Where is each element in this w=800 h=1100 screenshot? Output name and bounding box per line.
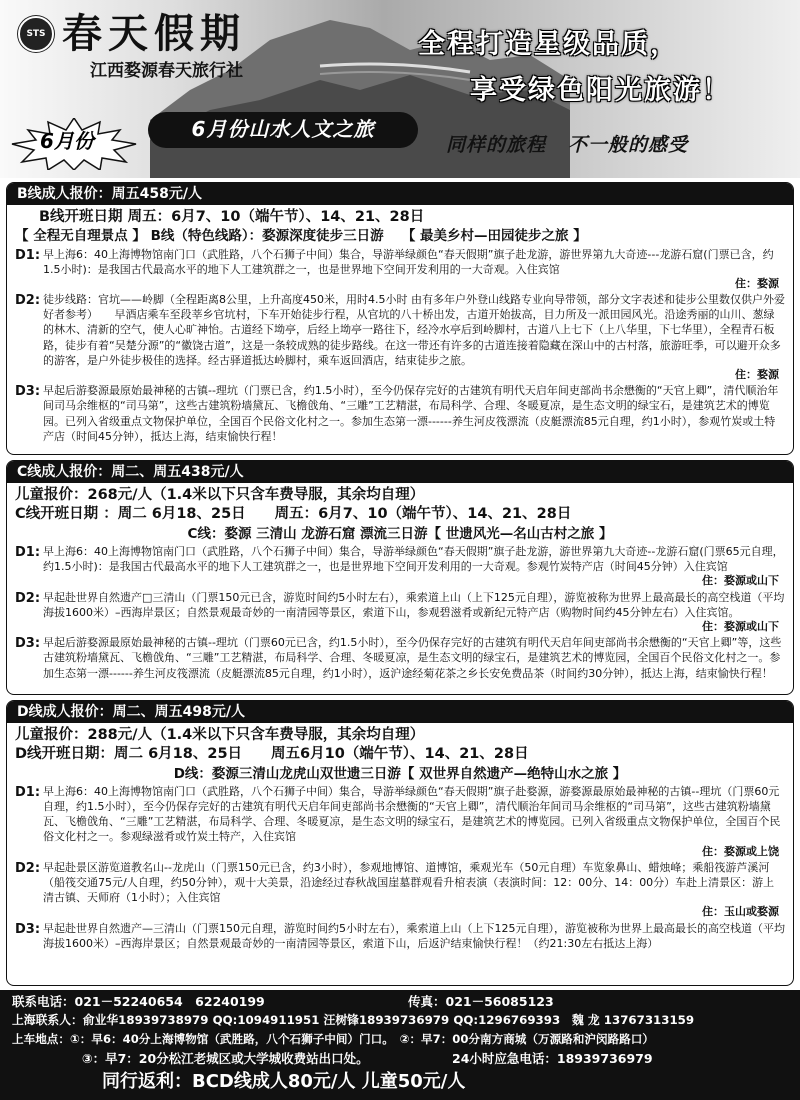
logo-text: STS — [26, 28, 46, 39]
pickup-point-3: ③：早7：20分松江老城区或大学城收费站出口处。 — [82, 1051, 369, 1066]
day-text: 早起后游婺源最原始最神秘的古镇--理坑（门票60元已含，约1.5小时），至今仍保存完好的古建筑有明代天启年间吏部尚书余懋衡的“天官上卿”等，这些古建筑粉墙黛瓦、飞檐戗角、“三雕”工艺精湛，布局科学、合理、冬暖夏凉，是生态文明的绿宝石，是建筑艺术的博览园，全国百个民俗文化村之一。参加生态第一漂------养生河皮筏漂流（皮艇漂流85元自理，约1小时），返沪途经菊花茶之乡长安免费品茶（时间约30分钟），抵达上海，结束愉快行程！ — [43, 636, 782, 680]
day-text: 早上海6：40上海博物馆南门口（武胜路，八个石狮子中间）集合，导游举绿颜色“春天假期”旗子赴龙游，游世界第九大奇迹---龙游石窟(门票已含，约1.5小时)：是我国古代最高水平的地下人工建筑群之一，也是世界地下空间开发利用的一大奇观。入住宾馆 — [43, 247, 774, 276]
day-text: 早起赴景区游览道教名山--龙虎山（门票150元已含，约3小时），参观地博馆、道博馆，乘观光车（50元自理）车览象鼻山、蜡烛峰；乘船筏游芦溪河（船筏交通75元/人自理，约50分钟），观十大美景，沿途经过春秋战国崖墓群观看升棺表演（表演时间：12：00分、14：00分）车赴上清景区：游上清古镇、天师府（1小时）；入住宾馆 — [43, 860, 775, 905]
slogan-line-1: 全程打造星级品质， — [418, 29, 679, 60]
tagline-2: 不一般的感受 — [568, 134, 689, 156]
tagline-1: 同样的旅程 — [446, 134, 547, 156]
line-d-title: D线：婺源三清山龙虎山双世遗三日游【 双世界自然遗产—绝特山水之旅 】 — [173, 765, 627, 782]
line-b-price-header: B线成人报价：周五458元/人 — [7, 183, 793, 205]
line-c-child-price: 儿童报价：268元/人（1.4米以下只含车费导服，其余均自理） — [15, 487, 425, 503]
line-d-day-1-hotel: 住：婺源或上饶 — [702, 844, 779, 858]
day-text: 徒步线路：官坑——岭脚（全程距离8公里，上升高度450米，用时4.5小时 由有多年户外登山线路专业向导带领，部分文字表述和徒步公里数仅供户外爱好者参考） 早酒店乘车至段莘乡官坑村，下车开始徒步行程，从官坑的八十桥出发，古道开始拔高，目力所及一派田园风光。沿途秀丽的山川、葱绿的林木、清新的空气，使人心旷神怡。古道经下坳亭，后经上坳亭一路往下，经冷水亭后到岭脚村，古道八上七下（上八华里，下七华里），全程青石板路，徒步有着“吴楚分源”的“徽饶古道”，这是一条较成熟的徒步路线。在这一带还有许多的古道连接着隐藏在深山中的古村落，旅游旺季，可以避开众多的游客，是户外徒步极佳的选择。经古驿道抵达岭脚村，乘车返回酒店，结束徒步之旅。 — [43, 293, 785, 367]
brand-title: 春天假期 — [62, 10, 246, 57]
sts-logo — [18, 16, 54, 52]
day-tag: D1: — [15, 544, 41, 560]
day-tag: D3: — [15, 636, 41, 652]
line-b-day-2-hotel: 住：婺源 — [735, 368, 779, 381]
line-b-day-1 — [15, 247, 785, 277]
theme-banner: 6月份山水人文之旅 — [148, 112, 418, 148]
line-c-schedule: C线开班日期 ：周二 6月18、25日 周五：6月7、10（端午节）、14、21、28日 — [15, 506, 572, 523]
contact-phone: 联系电话：021－52240654 62240199 — [12, 994, 265, 1009]
line-c-section — [6, 460, 794, 695]
day-tag: D3: — [15, 921, 41, 937]
line-d-day-2 — [15, 860, 785, 906]
line-d-child-price: 儿童报价：288元/人（1.4米以下只含车费导服，其余均自理） — [15, 727, 425, 743]
day-tag: D3: — [15, 384, 41, 400]
slogan-line-2: 享受绿色阳光旅游！ — [470, 75, 731, 106]
line-d-price-header: D线成人报价：周二、周五498元/人 — [7, 701, 793, 723]
page-header — [0, 0, 800, 178]
line-c-day-2-hotel: 住：婺源或山下 — [702, 619, 779, 633]
contact-footer — [0, 990, 800, 1100]
tagline — [446, 132, 688, 158]
emergency-phone: 24小时应急电话：18939736979 — [452, 1051, 653, 1066]
day-text: 早上海6：40上海博物馆南门口（武胜路，八个石狮子中间）集合，导游举绿颜色“春天假期”旗子赴婺源，游婺源最原始最神秘的古镇--理坑（门票60元自理，约1.5小时），至今仍保存完好的古建筑有明代天启年间吏部尚书余懋衡的“天官上卿”，清代顺治年间司马余维枢的“司马第”，这些古建筑粉墙黛瓦、飞檐戗角、“三雕”工艺精湛，布局科学、合理、冬暖夏凉，是生态文明的绿宝石，是建筑艺术的博览园。已列入省级重点文物保护单位，全国百个民俗文化村之一。参观绿滋肴或竹炭土特产，入住宾馆 — [43, 784, 781, 844]
day-text: 早起赴世界自然遗产□三清山（门票150元已含，游览时间约5小时左右），乘索道上山（上下125元自理），游览被称为世界上最高最长的高空栈道（平均海拔1600米）–西海岸景区；自然景观最奇妙的一南清园等景区，索道下山，参观碧滋肴或新纪元特产店（购物时间约45分钟左右）入住宾馆。 — [43, 590, 785, 619]
pickup-row-1: 上车地点：①：早6：40分上海博物馆（武胜路，八个石狮子中间）门口。 ②：早7：00分南方商城（万源路和沪闵路路口） — [12, 1032, 654, 1046]
day-tag: D2: — [15, 293, 41, 309]
line-c-price-header: C线成人报价：周二、周五438元/人 — [7, 461, 793, 483]
day-tag: D1: — [15, 247, 41, 263]
line-b-schedule: B线开班日期 周五：6月7、10（端午节）、14、21、28日 — [39, 209, 425, 225]
line-b-day-3 — [15, 383, 785, 444]
line-c-day-2 — [15, 590, 785, 620]
day-tag: D2: — [15, 590, 41, 606]
line-b-day-2 — [15, 292, 785, 368]
line-d-schedule: D线开班日期：周二 6月18、25日 周五6月10（端午节）、14、21、28日 — [15, 746, 529, 763]
line-b-day-1-hotel: 住：婺源 — [735, 276, 779, 290]
line-b-title: 【 全程无自理景点 】 B线（特色线路）：婺源深度徒步三日游 【 最美乡村—田园徒步之旅 】 — [15, 228, 587, 245]
line-c-day-1 — [15, 544, 785, 574]
pickup-row-2 — [12, 1049, 788, 1068]
day-text: 早上海6：40上海博物馆南门口（武胜路，八个石狮子中间）集合，导游举绿颜色“春天假期”旗子赴龙游，游世界第九大奇迹--龙游石窟(门票65元自理，约1.5小时)：是我国古代最高水平的地下人工建筑群之一，也是世界地下空间开发利用的一大奇观。参观竹炭特产店（时间45分钟）入住宾馆 — [43, 544, 784, 574]
line-d-day-3 — [15, 921, 785, 951]
agency-name: 江西婺源春天旅行社 — [90, 61, 243, 81]
contacts-row: 上海联系人：俞业华18939738979 QQ:1094911951 汪树锋18939736979 QQ:1296769393 魏 龙 13767313159 — [12, 1013, 695, 1027]
day-text: 早起赴世界自然遗产—三清山（门票150元自理，游览时间约5小时左右），乘索道上山（上下125元自理），游览被称为世界上最高最长的高空栈道（平均海拔1600米）–西海岸景区；自然景观最奇妙的一南清园等景区，索道下山，后返沪结束愉快行程！（约21:30左右抵达上海） — [43, 921, 785, 950]
line-d-section — [6, 700, 794, 986]
day-tag: D1: — [15, 784, 41, 800]
fax-number: 传真：021－56085123 — [408, 994, 554, 1009]
line-b-section — [6, 182, 794, 455]
line-d-day-2-hotel: 住：玉山或婺源 — [702, 905, 779, 919]
day-tag: D2: — [15, 860, 41, 876]
rebate-banner: 同行返利：BCD线成人80元/人 儿童50元/人 — [102, 1071, 466, 1092]
line-c-day-1-hotel: 住：婺源或山下 — [702, 574, 779, 588]
line-c-title: C线：婺源 三清山 龙游石窟 漂流三日游【 世遗风光—名山古村之旅 】 — [187, 525, 613, 542]
phone-row — [12, 992, 788, 1011]
day-text: 早起后游婺源最原始最神秘的古镇--理坑（门票已含，约1.5小时），至今仍保存完好的古建筑有明代天启年间吏部尚书余懋衡的“天官上卿”，清代顺治年间司马余维枢的“司马第”，这些古建筑粉墙黛瓦、飞檐戗角、“三雕”工艺精湛，布局科学、合理、冬暖夏凉，是生态文明的绿宝石，是建筑艺术的博览园。已列入省级重点文物保护单位，全国百个民俗文化村之一。参加生态第一漂------养生河皮筏漂流（皮艇漂流85元自理，约1小时），参观竹炭或土特产店（时间45分钟），抵达上海，结束愉快行程！ — [43, 384, 779, 443]
line-c-day-3 — [15, 635, 785, 681]
line-d-day-1 — [15, 784, 785, 845]
month-badge: 6月份 — [40, 129, 94, 153]
